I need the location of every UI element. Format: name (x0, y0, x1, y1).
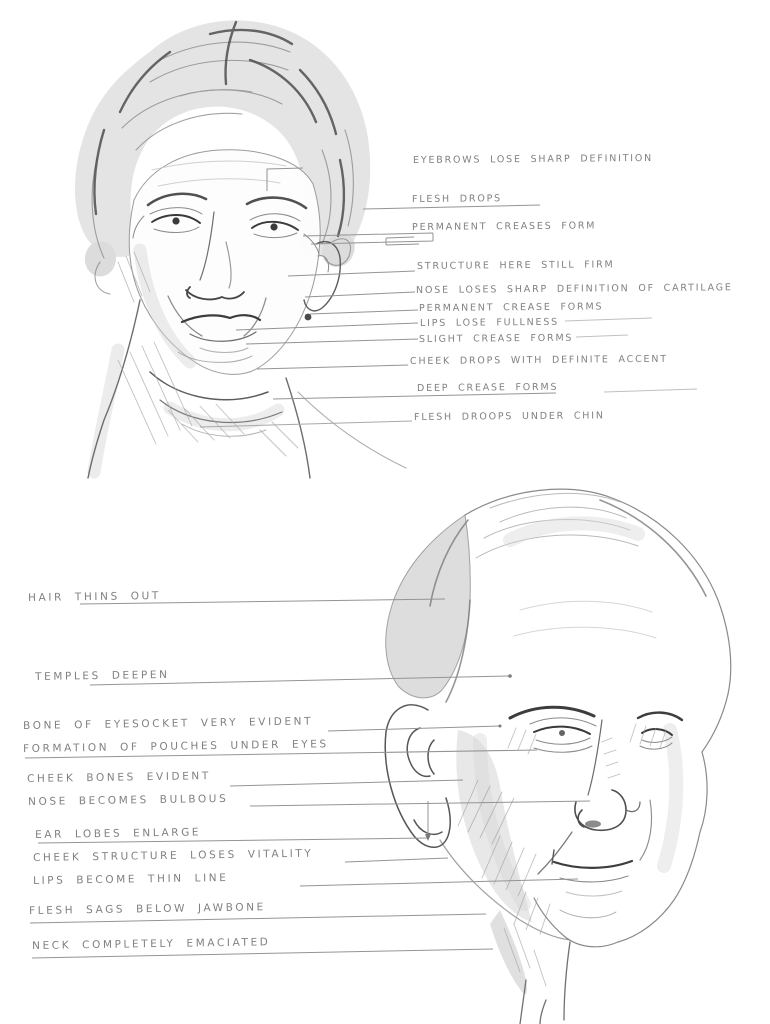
label-hair-thins-out: HAIR THINS OUT (27, 589, 162, 604)
man-ear (385, 705, 450, 847)
label-structure-here-still-firm: STRUCTURE HERE STILL FIRM (416, 259, 615, 272)
label-lips-become-thin-line: LIPS BECOME THIN LINE (32, 871, 229, 887)
label-nose-becomes-bulbous: NOSE BECOMES BULBOUS (27, 792, 229, 808)
label-cheek-structure-loses-vitality: CHEEK STRUCTURE LOSES VITALITY (32, 847, 314, 864)
man-back-hair (386, 515, 471, 698)
man-cheek-shadow (456, 730, 532, 922)
label-neck-completely-emaciated: NECK COMPLETELY EMACIATED (31, 936, 271, 952)
woman-deep-crease (150, 372, 268, 400)
label-ear-lobes-enlarge: EAR LOBES ENLARGE (34, 826, 202, 841)
man-near-eyebrow (510, 707, 594, 718)
label-lips-lose-fullness: LIPS LOSE FULLNESS (419, 316, 560, 329)
label-flesh-droops-under-chin: FLESH DROOPS UNDER CHIN (413, 410, 605, 423)
label-flesh-sags-below-jawbone: FLESH SAGS BELOW JAWBONE (28, 901, 266, 917)
label-permanent-crease-forms: PERMANENT CREASE FORMS (418, 301, 604, 314)
label-temples-deepen: TEMPLES DEEPEN (34, 668, 170, 683)
label-flesh-drops: FLESH DROPS (411, 193, 502, 205)
label-cheek-bones-evident: CHEEK BONES EVIDENT (26, 770, 211, 785)
man-far-eyebrow (638, 713, 682, 720)
label-permanent-creases-form: PERMANENT CREASES FORM (411, 220, 597, 233)
label-formation-of-pouches-under-eyes: FORMATION OF POUCHES UNDER EYES (22, 738, 329, 755)
man-neck-shadow (490, 910, 527, 994)
label-deep-crease-forms: DEEP CREASE FORMS (416, 381, 559, 394)
elderly-woman-portrait-sketch (0, 0, 430, 480)
elderly-man-portrait-sketch (350, 480, 770, 1024)
label-cheek-drops-with-definite-accent: CHEEK DROPS WITH DEFINITE ACCENT (409, 353, 668, 367)
label-bone-of-eyesocket-very-evident: BONE OF EYESOCKET VERY EVIDENT (22, 715, 314, 732)
label-nose-loses-sharp-definition: NOSE LOSES SHARP DEFINITION OF CARTILAGE (415, 282, 733, 296)
label-eyebrows-lose-sharp-definition: EYEBROWS LOSE SHARP DEFINITION (412, 152, 654, 166)
label-slight-crease-forms: SLIGHT CREASE FORMS (418, 332, 574, 345)
woman-earring (305, 314, 312, 321)
man-mouth (554, 861, 632, 868)
